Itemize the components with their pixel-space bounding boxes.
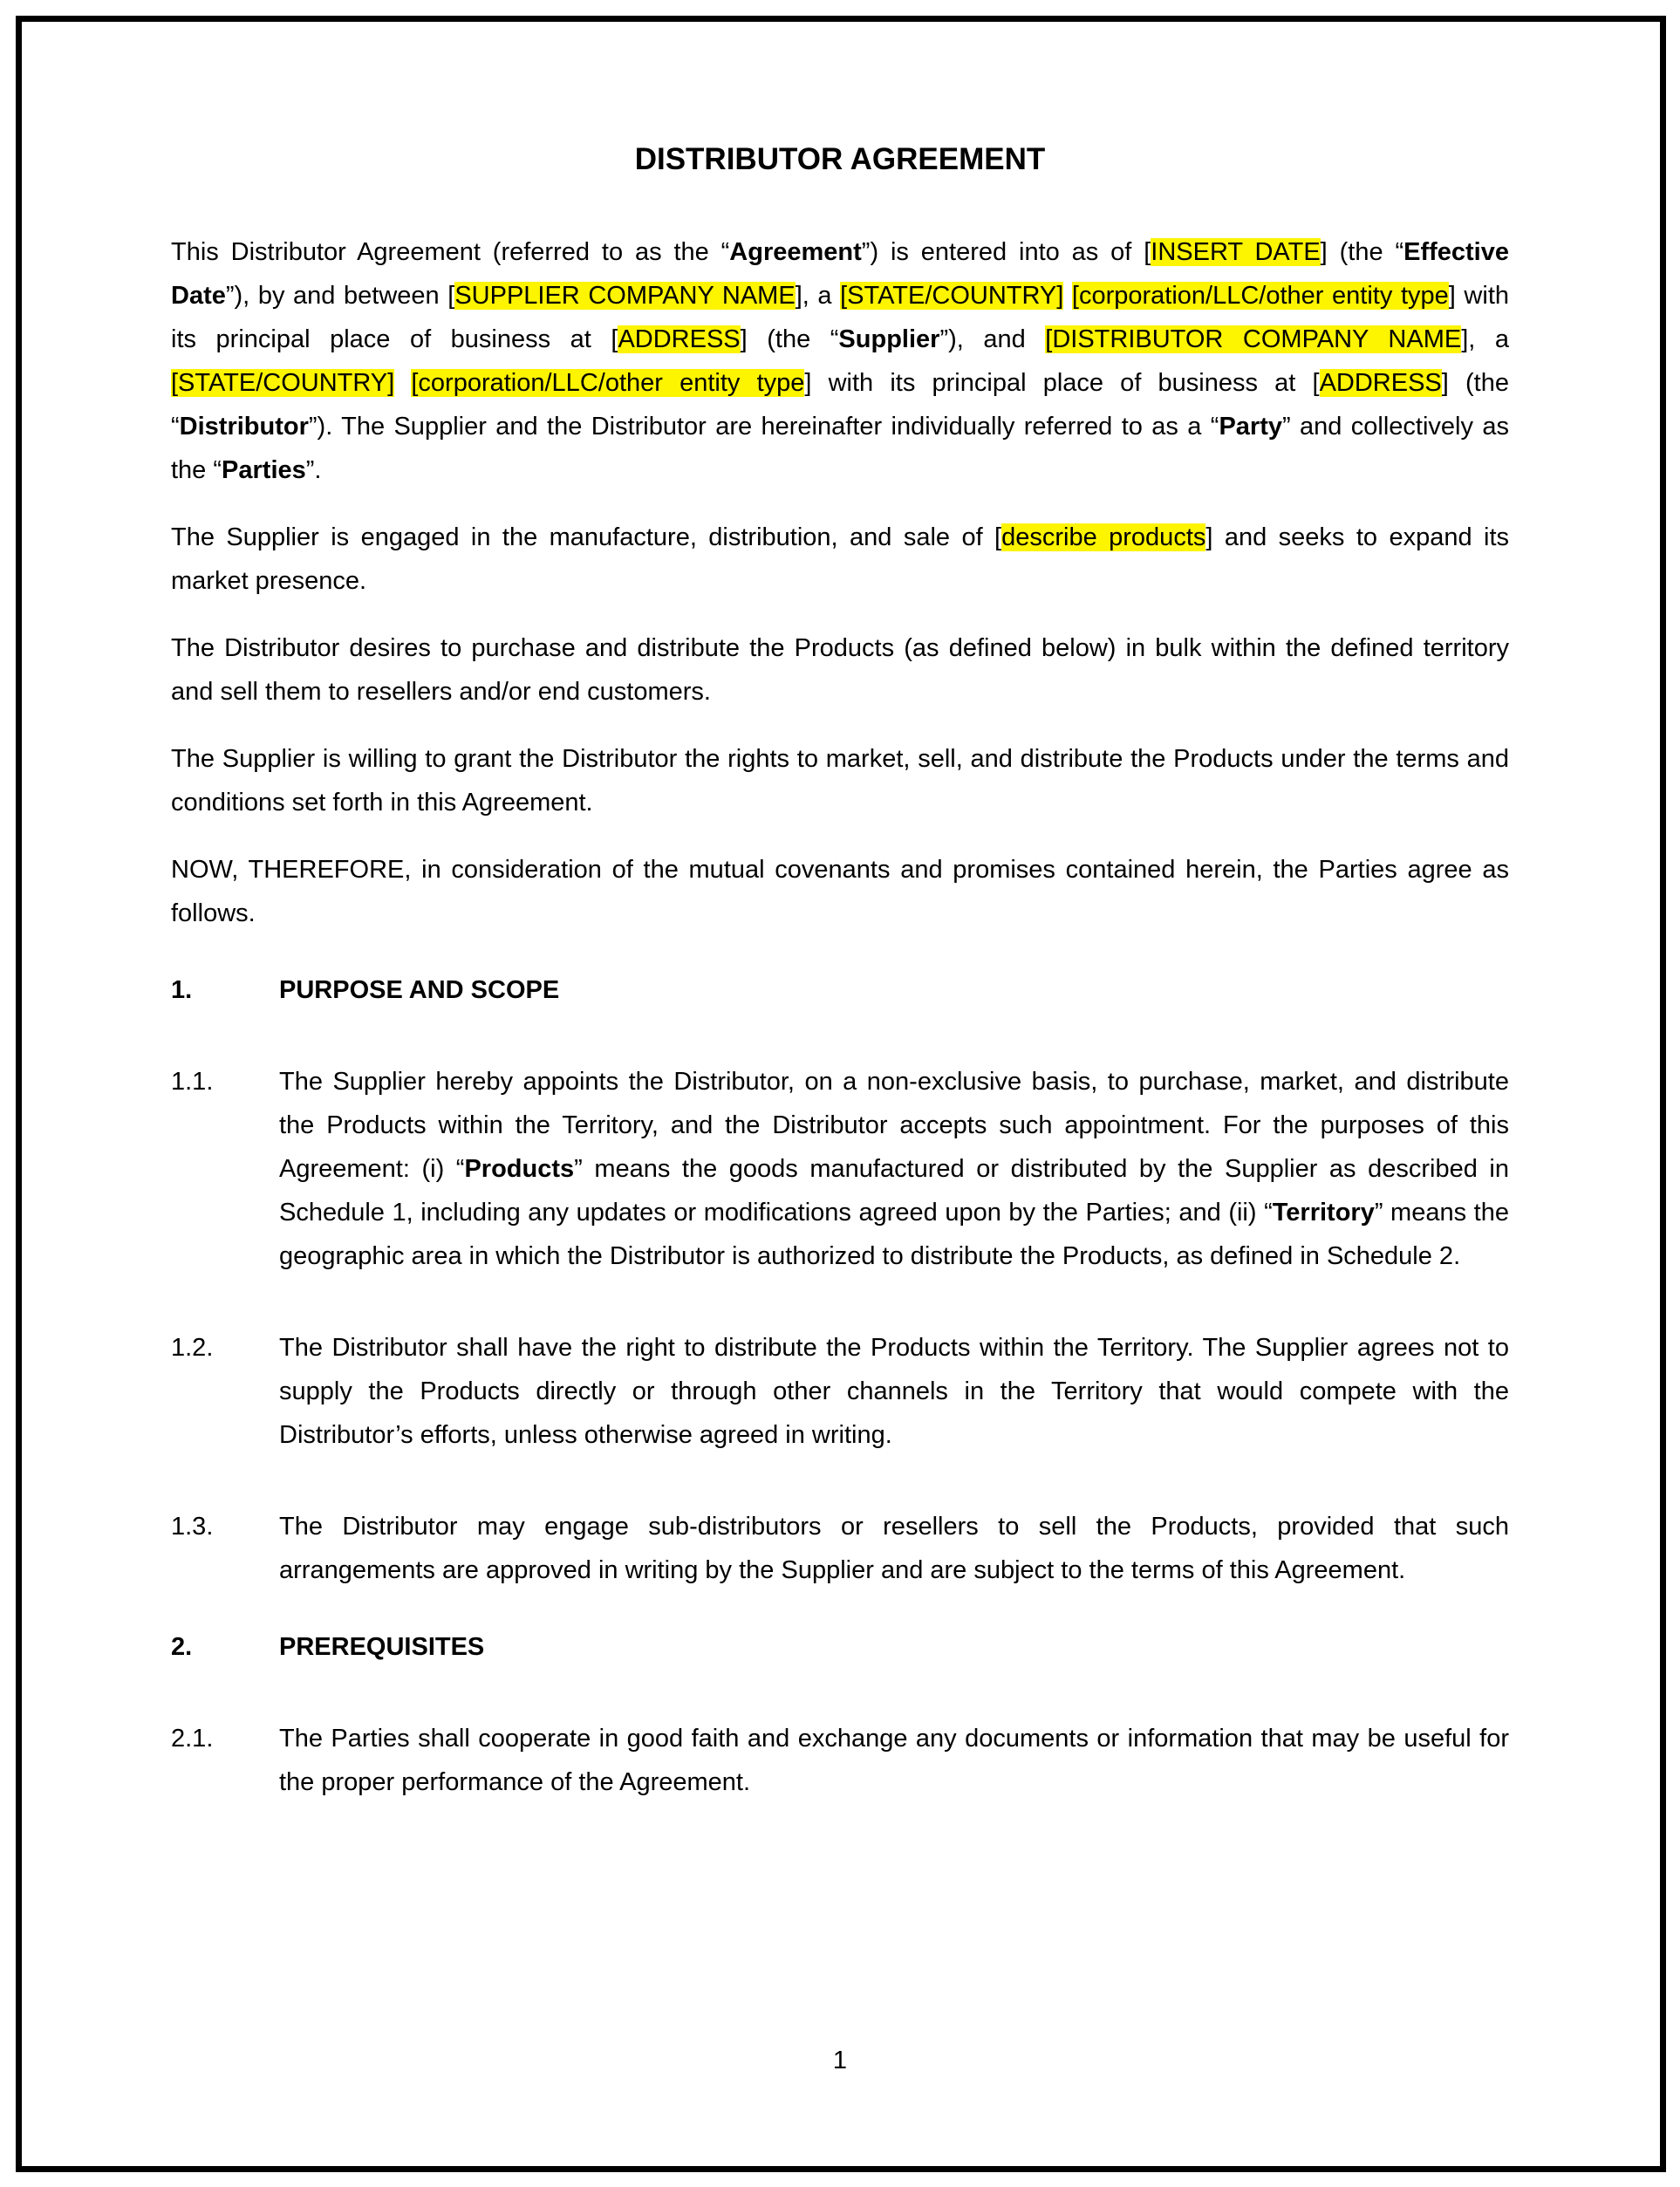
paragraph: [171, 516, 1509, 603]
paragraph: [171, 230, 1509, 492]
placeholder-highlight: ADDRESS: [1319, 369, 1442, 397]
placeholder-highlight: [corporation/LLC/other entity type: [411, 369, 805, 397]
placeholder-highlight: ADDRESS: [618, 325, 741, 353]
clause: [171, 1717, 1509, 1804]
defined-term: Party: [1219, 413, 1282, 441]
text-run: PURPOSE AND SCOPE: [279, 976, 560, 1004]
text-run: This Distributor Agreement (referred to as the “: [171, 238, 730, 266]
clause: [171, 1326, 1509, 1457]
text-run: ” means the goods manufactured or distributed by the Supplier as described in Schedule 1, including any updates or modifications agreed upon by the Parties; and (ii) “: [279, 1155, 1509, 1227]
clause-number: 1.: [171, 976, 193, 1004]
text-run: The Distributor shall have the right to distribute the Products within the Territory. The Supplier agrees not to supply the Products directly or through other channels in the Territory that would compete with the Distributor’s efforts, unless otherwise agreed in writing.: [279, 1334, 1509, 1449]
text-run: ” and collectively as the “: [171, 413, 1510, 484]
page-number: 1: [832, 2047, 848, 2074]
placeholder-highlight: [STATE/COUNTRY]: [171, 369, 395, 397]
clause-text: [279, 1513, 1509, 1584]
defined-term: Agreement: [729, 238, 862, 266]
text-run: ] (the “: [1320, 238, 1404, 266]
paragraph: [171, 626, 1509, 714]
defined-term: Effective Date: [171, 238, 1509, 310]
defined-term: Supplier: [838, 325, 940, 353]
text-run: The Supplier is willing to grant the Distributor the rights to market, sell, and distribute the Products under the terms and conditions set forth in this Agreement.: [171, 745, 1509, 817]
placeholder-highlight: INSERT DATE: [1151, 238, 1321, 266]
text-run: ”), by and between [: [225, 282, 455, 310]
clause: [171, 1505, 1509, 1592]
text-run: ”), and: [939, 325, 1046, 353]
clause-text: [279, 1068, 1509, 1270]
defined-term: Products: [464, 1155, 575, 1183]
text-run: ], a: [795, 282, 841, 310]
section-heading: [171, 968, 1509, 1012]
placeholder-highlight: describe products: [1001, 523, 1206, 551]
placeholder-highlight: [corporation/LLC/other entity type: [1071, 282, 1449, 310]
document-content: [171, 230, 1509, 1804]
document-title: DISTRIBUTOR AGREEMENT: [634, 142, 1046, 176]
text-run: The Supplier hereby appoints the Distributor, on a non-exclusive basis, to purchase, market, and distribute the Products within the Territory, and the Distributor accepts such appointment. For the purposes of this Agreement: (i) “: [279, 1068, 1509, 1183]
text-run: ”) is entered into as of [: [861, 238, 1151, 266]
clause-number: 1.1.: [171, 1068, 214, 1096]
clause-text: [279, 1725, 1509, 1796]
text-run: ] and seeks to expand its market presence.: [171, 523, 1510, 595]
paragraph: [171, 848, 1509, 935]
clause-number: 2.1.: [171, 1725, 214, 1753]
text-run: The Distributor may engage sub-distributors or resellers to sell the Products, provided that such arrangements are approved in writing by the Supplier and are subject to the terms of this Agreement.: [279, 1513, 1509, 1584]
text-run: The Parties shall cooperate in good faith and exchange any documents or information that may be useful for the proper performance of the Agreement.: [279, 1725, 1509, 1796]
text-run: ], a: [1461, 325, 1509, 353]
text-run: ] (the “: [171, 369, 1509, 441]
defined-term: Territory: [1272, 1199, 1375, 1227]
clause-text: [279, 1633, 484, 1661]
text-run: ”). The Supplier and the Distributor are hereinafter individually referred to as a “: [308, 413, 1219, 441]
placeholder-highlight: [STATE/COUNTRY]: [840, 282, 1064, 310]
placeholder-highlight: [DISTRIBUTOR COMPANY NAME: [1045, 325, 1462, 353]
defined-term: Parties: [222, 456, 306, 484]
text-run: ] with its principal place of business at [: [804, 369, 1320, 397]
text-run: [1063, 282, 1072, 310]
text-run: ”.: [305, 456, 322, 484]
section-heading: [171, 1625, 1509, 1669]
clause-number: 2.: [171, 1633, 193, 1661]
clause-number: 1.3.: [171, 1513, 214, 1541]
text-run: ] with its principal place of business at [: [171, 282, 1510, 353]
text-run: PREREQUISITES: [279, 1633, 485, 1661]
clause-text: [279, 976, 559, 1004]
text-run: ” means the geographic area in which the Distributor is authorized to distribute the Products, as defined in Schedule 2.: [279, 1199, 1509, 1270]
text-run: ] (the “: [740, 325, 839, 353]
clause-text: [279, 1334, 1509, 1449]
text-run: The Distributor desires to purchase and distribute the Products (as defined below) in bulk within the defined territory and sell them to resellers and/or end customers.: [171, 634, 1509, 706]
clause: [171, 1060, 1509, 1278]
text-run: NOW, THEREFORE, in consideration of the mutual covenants and promises contained herein, the Parties agree as follows.: [171, 856, 1509, 927]
placeholder-highlight: SUPPLIER COMPANY NAME: [454, 282, 796, 310]
clause-number: 1.2.: [171, 1334, 214, 1362]
text-run: The Supplier is engaged in the manufacture, distribution, and sale of [: [171, 523, 1002, 551]
text-run: [394, 369, 411, 397]
defined-term: Distributor: [179, 413, 309, 441]
paragraph: [171, 737, 1509, 824]
